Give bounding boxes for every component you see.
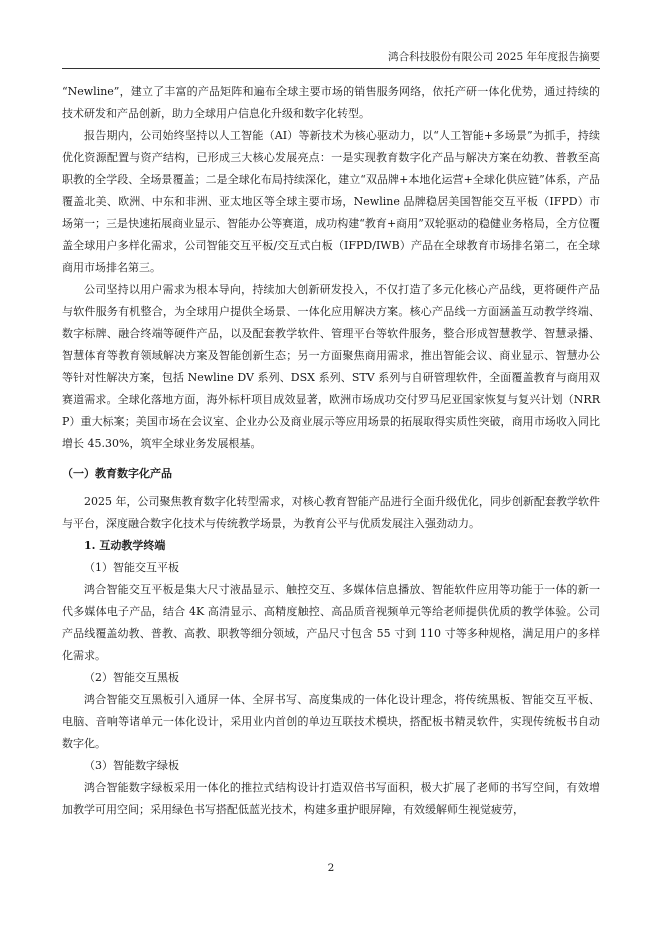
section-intro: 2025 年，公司聚焦教育数字化转型需求，对核心教育智能产品进行全面升级优化，同步创新配套教学软件与平台，深度融合数字化技术与传统教学场景，为教育公平与优质发展注入强劲动力。 [62,495,600,530]
subsection-heading: 1. 互动教学终端 [84,539,166,552]
body-paragraph: 报告期内，公司始终坚持以人工智能（AI）等新技术为核心驱动力，以“人工智能+多场景”为抓手，持续优化资源配置与资产结构，已形成三大核心发展亮点：一是实现教育数字化产品与解决方案在幼教、普教至高职教的全学段、全场景覆盖；二是全球化布局持续深化，建立“双品牌+本地化运营+全球化供应链”体系，产品覆盖北美、欧洲、中东和非洲、亚太地区等全球主要市场，Newline 品牌稳居美国智能交互平板（IFPD）市场第一；三是快速拓展商业显示、智能办公等赛道，成功构建“教育+商用”双轮驱动的稳健业务格局，全方位覆盖全球用户多样化需求，公司智能交互平板/交互式白板（IFPD/IWB）产品在全球教育市场排名第二，在全球商用市场排名第三。 [62,129,600,274]
section-heading: （一）教育数字化产品 [62,467,172,480]
body-paragraph: 公司坚持以用户需求为根本导向，持续加大创新研发投入，不仅打造了多元化核心产品线，更将硬件产品与软件服务有机整合，为全球用户提供全场景、一体化应用解决方案。核心产品线一方面涵盖互动教学终端、数字标牌、融合终端等硬件产品，以及配套教学软件、管理平台等软件服务，整合形成智慧教学、智慧录播、智慧体育等教育领域解决方案及智能创新生态；另一方面聚焦商用需求，推出智能会议、商业显示、智慧办公等针对性解决方案，包括 Newline DV 系列、DSX 系列、STV 系列与自研管理软件，全面覆盖教育与商用双赛道需求。全球化落地方面，海外标杆项目成效显著，欧洲市场成功交付罗马尼亚国家恢复与复兴计划（NRRP）重大标案；美国市场在会议室、企业办公及商业展示等应用场景的拓展取得实质性突破，商用市场收入同比增长 45.30%，筑牢全球业务发展根基。 [62,283,600,450]
item-paragraph: 鸿合智能数字绿板采用一体化的推拉式结构设计打造双倍书写面积，极大扩展了老师的书写空间，有效增加教学可用空间；采用绿色书写搭配低蓝光技术，构建多重护眼屏障，有效缓解师生视觉疲劳， [62,781,600,816]
body-paragraph: “Newline”，建立了丰富的产品矩阵和遍布全球主要市场的销售服务网络，依托产研一体化优势，通过持续的技术研发和产品创新，助力全球用户信息化升级和数字化转型。 [62,85,600,120]
document-body [62,81,600,821]
item-heading: （1）智能交互平板 [84,561,179,574]
item-paragraph: 鸿合智能交互黑板引入通屏一体、全屏书写、高度集成的一体化设计理念，将传统黑板、智能交互平板、电脑、音响等诸单元一体化设计，采用业内首创的单边互联技术模块，搭配板书精灵软件，实现传统板书自动数字化。 [62,693,600,750]
report-header-title: 鸿合科技股份有限公司 2025 年年度报告摘要 [388,51,600,63]
item-heading: （2）智能交互黑板 [84,671,179,684]
header-divider [62,68,600,69]
item-heading: （3）智能数字绿板 [84,759,179,772]
page-number: 2 [327,862,335,874]
item-paragraph: 鸿合智能交互平板是集大尺寸液晶显示、触控交互、多媒体信息播放、智能软件应用等功能于一体的新一代多媒体电子产品，结合 4K 高清显示、高精度触控、高品质音视频单元等给老师提供优质的教学体验。公司产品线覆盖幼教、普教、高教、职教等细分领域，产品尺寸包含 55 寸到 110 寸等多种规格，满足用户的多样化需求。 [62,583,600,662]
